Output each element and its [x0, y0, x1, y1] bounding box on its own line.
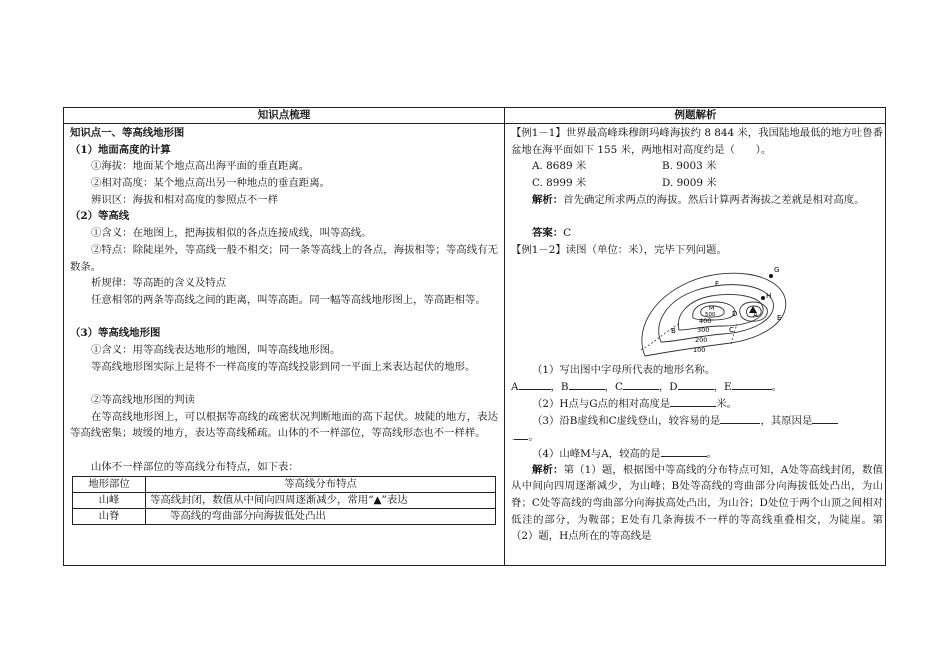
example-2-analysis	[511, 462, 883, 582]
analysis-text: 首先确定所求两点的海拔。然后计算两者海拔之差就是相对高度。	[563, 193, 865, 206]
contour-label-300: 300	[697, 325, 710, 334]
blank-label-a: A	[511, 381, 519, 394]
example-1-question: 【例1－1】世界最高峰珠穆朗玛峰海拔约 8 844 米，我国陆地最低的地方吐鲁番盆地在海平面如下 155 米，两地相对高度约是（ ）。	[511, 127, 883, 156]
question-1-blanks: A ，B ，C ，D ，E 。	[511, 378, 883, 395]
text-contour-interval: 任意相邻的两条等高线之间的距离，叫等高距。同一幅等高线地形图上，等高距相等。	[91, 293, 486, 306]
table-row	[73, 508, 496, 524]
example-1-options-cd	[511, 175, 883, 192]
question-1: （1）写出图中字母所代表的地形名称。	[532, 363, 716, 376]
blank-label-b: B	[560, 381, 569, 394]
table-cell: 山脊	[73, 508, 146, 524]
table-cell: 山峰	[73, 492, 146, 508]
question-3-text: （3）沿B虚线和C虚线登山，较容易的是	[532, 414, 721, 427]
right-column-header: 例题解析	[674, 109, 717, 121]
question-2	[511, 395, 883, 412]
analysis-2-text: 第（1）题，根据图中等高线的分布特点可知，A处等高线封闭，数值从中间向四周逐渐减少，为山峰；B处等高线的弯曲部分向海拔低处凸出，为山脊；C处等高线的弯曲部分向海拔高处凸出，为山谷；D处位于两个山顶之间相对低洼的部分，为鞍部；E处有几条海拔不一样的等高线重叠相交，为陡崖。第（2）题，H点所在的等高线是	[511, 463, 883, 543]
map-label-e: E	[777, 313, 782, 322]
text-contour-features: ②特点：除陡崖外，等高线一般不相交；同一条等高线上的各点，海拔相等；等高线有无数条。	[70, 243, 498, 273]
text-map-reading: ②等高线地形图的判读	[91, 394, 195, 407]
answer-value: C	[563, 227, 572, 240]
map-label-m: M	[709, 304, 715, 312]
blank-reason-continued[interactable]	[514, 428, 528, 440]
blank-label-c: C	[614, 381, 623, 394]
table-header-cell: 地形部位	[73, 476, 146, 492]
blank-reason[interactable]	[812, 412, 838, 424]
column-divider	[504, 108, 505, 565]
table-header-cell: 等高线分布特点	[146, 476, 496, 492]
blank-d[interactable]	[678, 378, 714, 390]
map-label-h: H	[766, 291, 772, 300]
option-d: D. 9009 米	[662, 177, 717, 190]
contour-map-figure	[631, 260, 791, 362]
text-distinguish: 辨识区：海拔和相对高度的参照点不一样	[91, 193, 279, 206]
contour-label-200: 200	[695, 335, 708, 344]
left-column-header: 知识点梳理	[257, 109, 311, 121]
header-divider	[64, 123, 885, 124]
option-a: A. 8689 米	[532, 160, 587, 173]
subsection-title-height: （1）地面高度的计算	[70, 143, 171, 156]
table-row	[73, 492, 496, 508]
blank-e[interactable]	[732, 378, 772, 390]
map-label-c: C	[729, 325, 734, 334]
blank-higher-peak[interactable]	[661, 445, 707, 457]
question-4	[511, 445, 883, 462]
contour-map	[511, 260, 883, 362]
terrain-table	[72, 476, 496, 525]
text-relative-height: ②相对高度：某个地点高出另一种地点的垂直距离。	[91, 177, 330, 190]
blank-relative-height[interactable]	[670, 395, 716, 407]
map-label-g: G	[774, 265, 780, 274]
map-label-f: F	[715, 279, 720, 288]
blank-label-e: E	[724, 381, 732, 394]
contour-label-500: 500	[705, 311, 716, 318]
text-map-projection: 等高线地形图实际上是将不一样高度的等高线投影到同一平面上来表达起伏的地形。	[91, 360, 476, 373]
section-title: 知识点一、等高线地形图	[70, 127, 185, 139]
point-h	[761, 296, 765, 300]
option-b: B. 9003 米	[662, 160, 717, 173]
contour-label-400: 400	[699, 316, 712, 325]
example-2-question: 【例1－2】读图（单位：米），完毕下列问题。	[511, 243, 727, 256]
blank-label-d: D	[669, 381, 678, 394]
answer-label: 答案：	[532, 227, 564, 240]
table-cell: 等高线的弯曲部分向海拔低处凸出	[146, 508, 496, 524]
subsection-title-contour: （2）等高线	[70, 210, 130, 223]
question-4-end: 。	[706, 447, 718, 460]
option-c: C. 8999 米	[532, 177, 587, 190]
question-3-continued: . 。	[511, 428, 883, 445]
knowledge-column	[70, 125, 498, 525]
question-3-reason-text: ，其原因是	[760, 414, 813, 427]
blank-easier-route[interactable]	[720, 412, 760, 424]
map-label-a: A	[753, 310, 758, 319]
blank-a[interactable]	[519, 378, 551, 390]
example-1-options-ab	[511, 158, 883, 175]
blank-c[interactable]	[623, 378, 659, 390]
blank-b[interactable]	[569, 378, 605, 390]
text-rule: 析规律：等高距的含义及特点	[91, 277, 227, 290]
example-1-analysis	[511, 192, 883, 225]
table-header-row	[73, 476, 496, 492]
subsection-title-map: （3）等高线地形图	[70, 327, 161, 340]
text-altitude: ①海拔：地面某个地点高出海平面的垂直距离。	[91, 160, 310, 173]
content-table	[63, 107, 886, 566]
example-column	[511, 125, 883, 582]
analysis-label: 解析：	[532, 193, 564, 206]
text-map-meaning: ①含义：用等高线表达地形的地图，叫等高线地形图。	[91, 343, 341, 356]
example-1-answer	[511, 225, 883, 242]
question-3	[511, 412, 883, 429]
contour-label-100: 100	[693, 345, 706, 354]
table-cell: 等高线封闭，数值从中间向四周逐渐减少，常用“▲”表达	[146, 492, 496, 508]
analysis-2-label: 解析：	[532, 463, 564, 476]
question-4-text: （4）山峰M与A，较高的是	[532, 447, 661, 460]
text-map-slope: 在等高线地形图上，可以根据等高线的疏密状况判断地面的高下起伏。坡陡的地方，表达等高线密集；坡缓的地方，表达等高线稀疏。山体的不一样部位，等高线形态也不一样样。	[70, 410, 498, 440]
question-2-unit: 米。	[716, 397, 738, 410]
point-g	[769, 274, 773, 278]
question-2-text: （2）H点与G点的相对高度是	[532, 397, 671, 410]
map-label-d: D	[732, 309, 738, 318]
map-label-b: B	[671, 326, 676, 335]
text-table-intro: 山体不一样部位的等高线分布特点，如下表：	[91, 460, 299, 473]
text-contour-meaning: ①含义：在地图上，把海拔相似的各点连接成线，叫等高线。	[91, 227, 372, 240]
green-mark: .	[511, 431, 515, 444]
